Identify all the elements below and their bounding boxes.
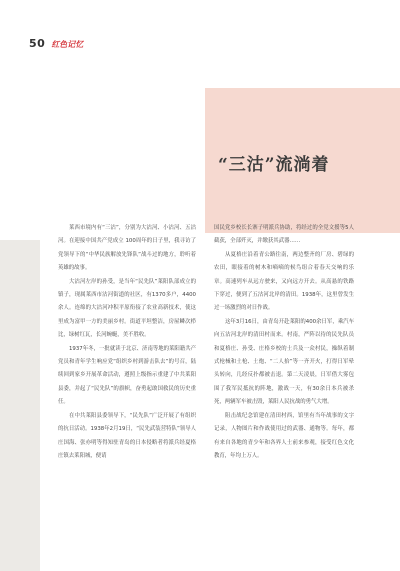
paragraph: 从夏格庄沿着青公路往南，两边整齐的厂房、碧绿的农田，眼接着的树木和嘀嘀的候鸟组合着春天交响的乐章。高速列车从远方驶来，又向远方开去。从高悬的铁路下穿过，便到了五沽河北岸的清田。1938年，这里曾发生过一场激烈的对日作战。: [214, 251, 354, 312]
paragraph: 大沽河左岸的孙受，是当年“民先队”莱阳队部成立的镇子，现属莱西市沽河街道的社区，有1370多户，4400余人。连绵的大沽河冲积平原衔接了农业高新技术，使这里成为富甲一方的美丽乡村。街道平坦整洁，房屋鳞次栉比，绿树红瓦，长河蜿蜒，美不胜收。: [58, 278, 196, 339]
page-header: [29, 37, 83, 51]
section-name: 红色记忆: [51, 39, 84, 49]
paragraph: 在中共莱阳县委领导下，“民先队”广泛开展了有组织的抗日活动。1938年2月19日，“民先武装营特队”领导人庄国海、张亦明等得知驻青岛的日本侵略者将派兵经夏格庄镇去莱阳城，便请: [58, 412, 196, 459]
article-title: “三沽”流淌着: [218, 155, 330, 175]
left-margin-block: [0, 240, 40, 571]
paragraph: 阻击战纪念馆建在清田村西，馆里有当年战事的文字记录，人物图片和作战使用过的武器、通物等。每年，都有来自各地的青少年和各界人士前来参观，接受红色文化教育，年均上万人。: [214, 412, 354, 459]
text-column-right: [214, 222, 354, 463]
paragraph: 1937年冬，一批就读于北京、济南等地的莱阳籍共产党员和青年学生响应党“组织乡村到游击队去”的号召，陆续回到家乡开展革命活动，遵照上级指示重建了中共莱阳县委，并起了“民先队”的旗帜，奋勇起敢国救民的历史重任。: [58, 345, 196, 406]
text-column-left: [58, 222, 196, 463]
paragraph: 莱西市境内有“三沽”，分别为大沽河、小沽河、五沽河。在迎接中国共产党成立 100周年的日子里，我寻访了党领导下的“中华民族解放先锋队”战斗过的地方，聆听着英雄的故事。: [58, 225, 196, 272]
paragraph: 国民党乡校长长寨子明派兵协助，将经过的全党文援等5人截获，全部歼灭，并缴获其武器……: [214, 225, 354, 245]
paragraph: 这年3月16日，由青岛开赴莱阳的400余日军，乘汽车向五沽河北岸的清田村而来。村南，严阵以待的民先队员和夏格庄、孙受、庄格乡校的士兵及一众村民，操纵着制式枪械和土枪、土炮、“二人抬”等一齐开火，打得日军晕头转向，几经反扑都被击退。第二天凌晨，日军借大雾包围了我军民抵抗的阵地，激战一天，有30余日本兵被杀死，两辆军车被击毁，莱阳人民抗战的勇气大增。: [214, 318, 354, 406]
page-number: 50: [29, 37, 46, 50]
